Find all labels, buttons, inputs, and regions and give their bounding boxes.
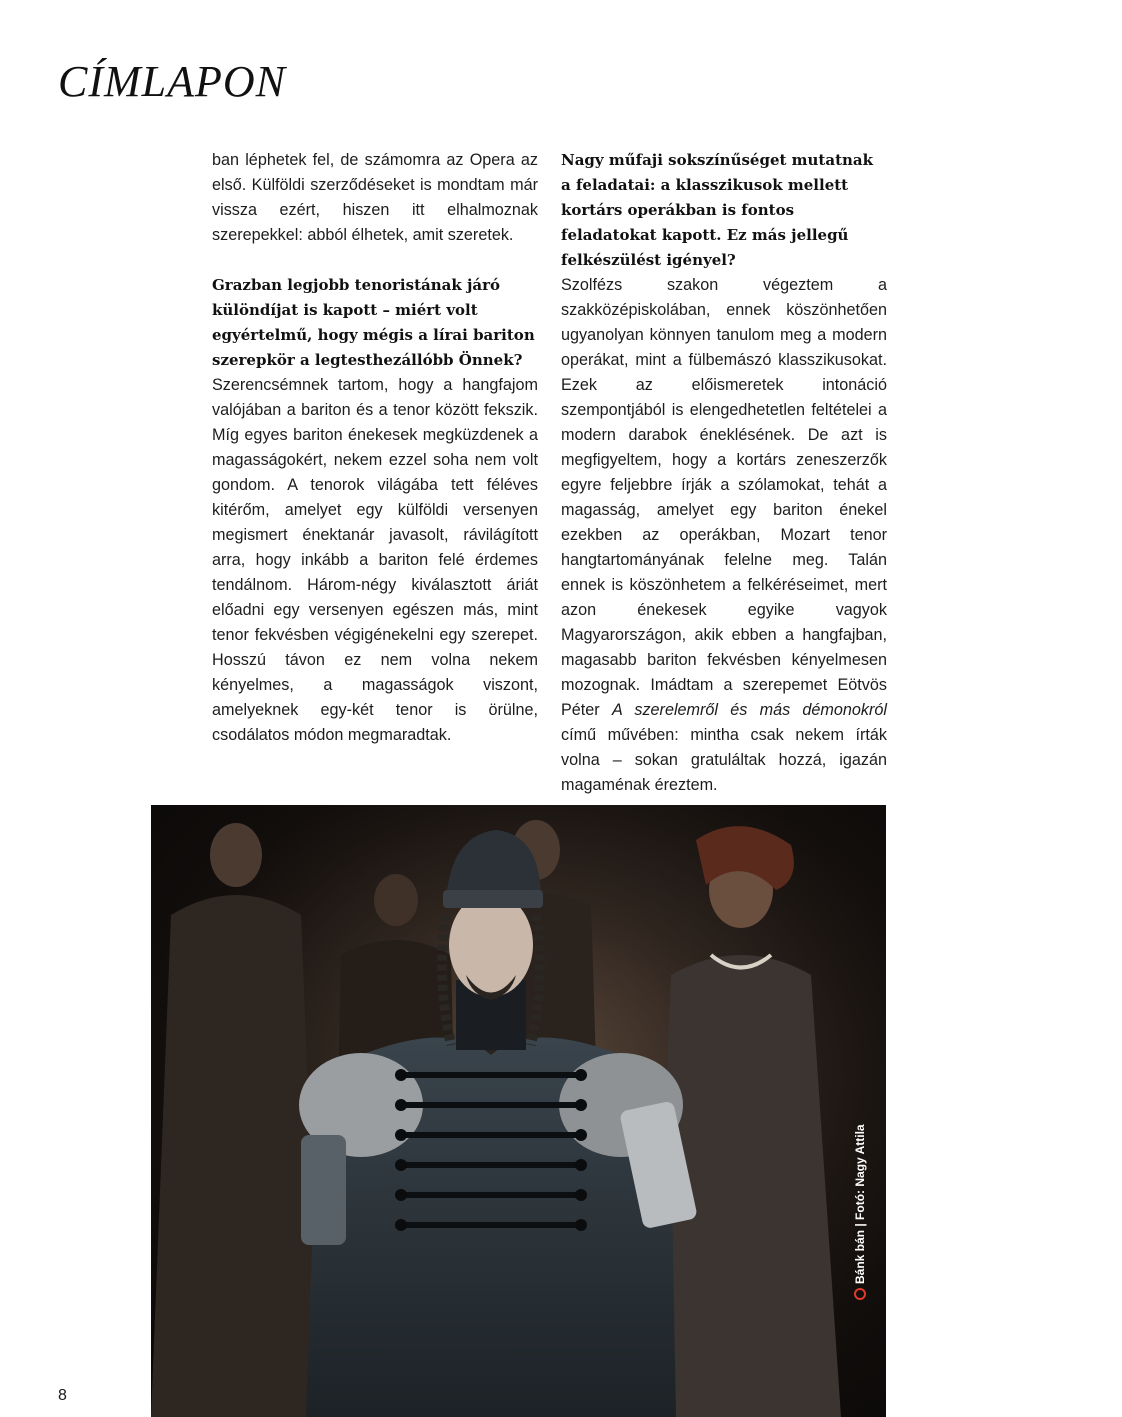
interview-answer: [561, 273, 887, 798]
photo-caption: [853, 1124, 867, 1300]
section-title: CÍMLAPON: [58, 57, 286, 106]
interview-question: Grazban legjobb tenoristának járó különdíjat is kapott – miért volt egyértelmű, hogy mégis a lírai bariton szerepkör a legtesthezállóbb Önnek?: [212, 276, 535, 369]
stage-photo-illustration: [151, 805, 886, 1417]
answer-text: című művében: mintha csak nekem írták volna – sokan gratuláltak hozzá, igazán magaménak éreztem.: [561, 726, 887, 794]
caption-text: Bánk bán | Fotó: Nagy Attila: [853, 1124, 867, 1284]
interview-question: Nagy műfaji sokszínűséget mutatnak a feladatai: a klasszikusok mellett kortárs operákban is fontos feladatokat kapott. Ez más jellegű felkészülést igényel?: [561, 151, 874, 269]
answer-text: Szolfézs szakon végeztem a szakközépiskolában, ennek köszönhetően ugyanolyan könnyen tanulom meg a modern operákat, mint a fülbemászó klasszikusokat. Ezek az előismeretek intonáció szempontjából is elengedhetetlen feltételei a modern darabok éneklésének. De azt is megfigyeltem, hogy a kortárs zeneszerzők egyre feljebbre írják a szólamokat, tehát a magasság, amelyet egy bariton énekel ezekben az operákban, Mozart tenor hangtartományának felelne meg. Talán ennek is köszönhetem a felkéréseimet, mert azon énekesek egyike vagyok Magyarországon, akik ebben a hangfajban, magasabb bariton fekvésben kényelmesen mozognak. Imádtam a szerepemet Eötvös Péter: [561, 276, 887, 719]
page-number: 8: [58, 1387, 67, 1404]
caption-marker-icon: [854, 1288, 866, 1300]
article-column-right: [561, 148, 887, 798]
paragraph: ban léphetek fel, de számomra az Opera az első. Külföldi szerződéseket is mondtam már vissza ezért, hiszen itt elhalmoznak szerepekkel: abból élhetek, amit szeretek.: [212, 151, 538, 244]
interview-answer: Szerencsémnek tartom, hogy a hangfajom valójában a bariton és a tenor között fekszik. Míg egyes bariton énekesek megküzdenek a magasságokért, nekem ezzel soha nem volt gondom. A tenorok világába tett féléves kitérőm, amelyet egy külföldi versenyen megismert énektanár javasolt, rávilágított arra, hogy inkább a bariton felé érdemes tendálnom. Három-négy kiválasztott áriát előadni egy versenyen egészen más, mint tenor fekvésben végigénekelni egy szerepet. Hosszú távon ez nem volna nekem kényelmes, a magasságok viszont, amelyeknek egy-két tenor is örülne, csodálatos módon megmaradtak.: [212, 376, 538, 744]
stage-photo: [151, 805, 886, 1417]
article-column-left: [212, 148, 538, 748]
work-title: A szerelemről és más démonokról: [611, 701, 887, 719]
